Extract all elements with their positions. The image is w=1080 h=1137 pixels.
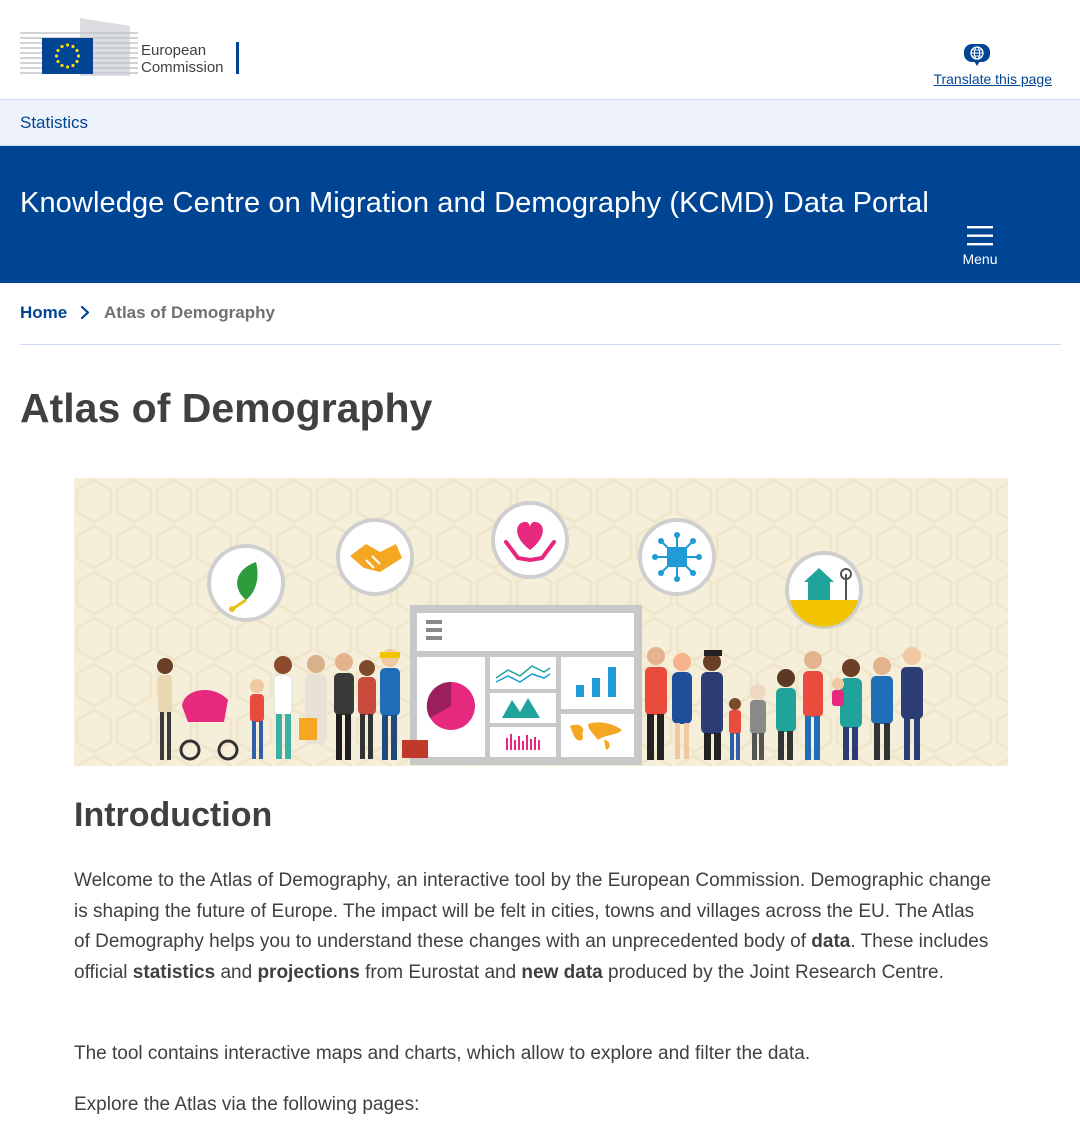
page-title: Atlas of Demography: [20, 385, 433, 431]
logo-text: [141, 42, 224, 76]
intro-paragraph-3: Explore the Atlas via the following pages:: [74, 1094, 420, 1115]
hero-illustration: [74, 478, 1008, 766]
translate-link[interactable]: Translate this page: [933, 71, 1052, 87]
breadcrumb-current: Atlas of Demography: [104, 303, 275, 322]
banner-title[interactable]: Knowledge Centre on Migration and Demography (KCMD) Data Portal: [20, 187, 929, 219]
logo-separator: [236, 42, 239, 74]
logo-line-1: European: [141, 42, 207, 59]
handshake-icon: [338, 520, 412, 594]
intro-text-a: Welcome to the Atlas of Demography, an interactive tool by the European Commission. Demographic change is shaping the future of Europe. The impact will be felt in cities, towns and villages across the EU. The Atlas of Demography helps you to understand these changes with an unprecedented body of: [74, 870, 992, 952]
breadcrumb-home-link[interactable]: Home: [20, 303, 68, 322]
intro-text-c: . These includes official: [74, 931, 989, 983]
intro-paragraph-2: The tool contains interactive maps and charts, which allow to explore and filter the data.: [74, 1043, 811, 1064]
intro-text-d: and: [215, 961, 258, 983]
intro-bold-data: data: [811, 931, 851, 952]
intro-paragraph-1: [74, 866, 994, 988]
globe-speech-icon[interactable]: [964, 44, 990, 66]
hamburger-icon: [967, 226, 993, 246]
intro-text-f: produced by the Joint Research Centre.: [602, 961, 944, 983]
site-name-bar: [0, 100, 1080, 146]
heart-hands-icon: [493, 503, 567, 577]
leaf-plug-icon: [209, 546, 283, 620]
page-banner: [0, 146, 1080, 283]
menu-button[interactable]: [956, 226, 1004, 272]
intro-bold-new-data: new data: [521, 961, 603, 983]
site-name-link[interactable]: Statistics: [20, 113, 89, 132]
ec-logo[interactable]: [20, 18, 245, 78]
intro-text-e: from Eurostat and: [359, 961, 522, 983]
house-field-icon: [787, 553, 861, 627]
introduction-heading: Introduction: [74, 796, 273, 834]
intro-bold-projections: projections: [257, 961, 360, 983]
translate-widget[interactable]: [912, 44, 1052, 90]
intro-bold-statistics: statistics: [132, 961, 216, 983]
chevron-right-icon: [78, 302, 92, 322]
menu-label: Menu: [962, 251, 998, 267]
breadcrumb-divider: [20, 344, 1061, 345]
logo-line-2: Commission: [141, 59, 224, 76]
dashboard-graphic: [410, 605, 642, 765]
chip-network-icon: [640, 520, 714, 594]
site-header: [0, 0, 1080, 100]
